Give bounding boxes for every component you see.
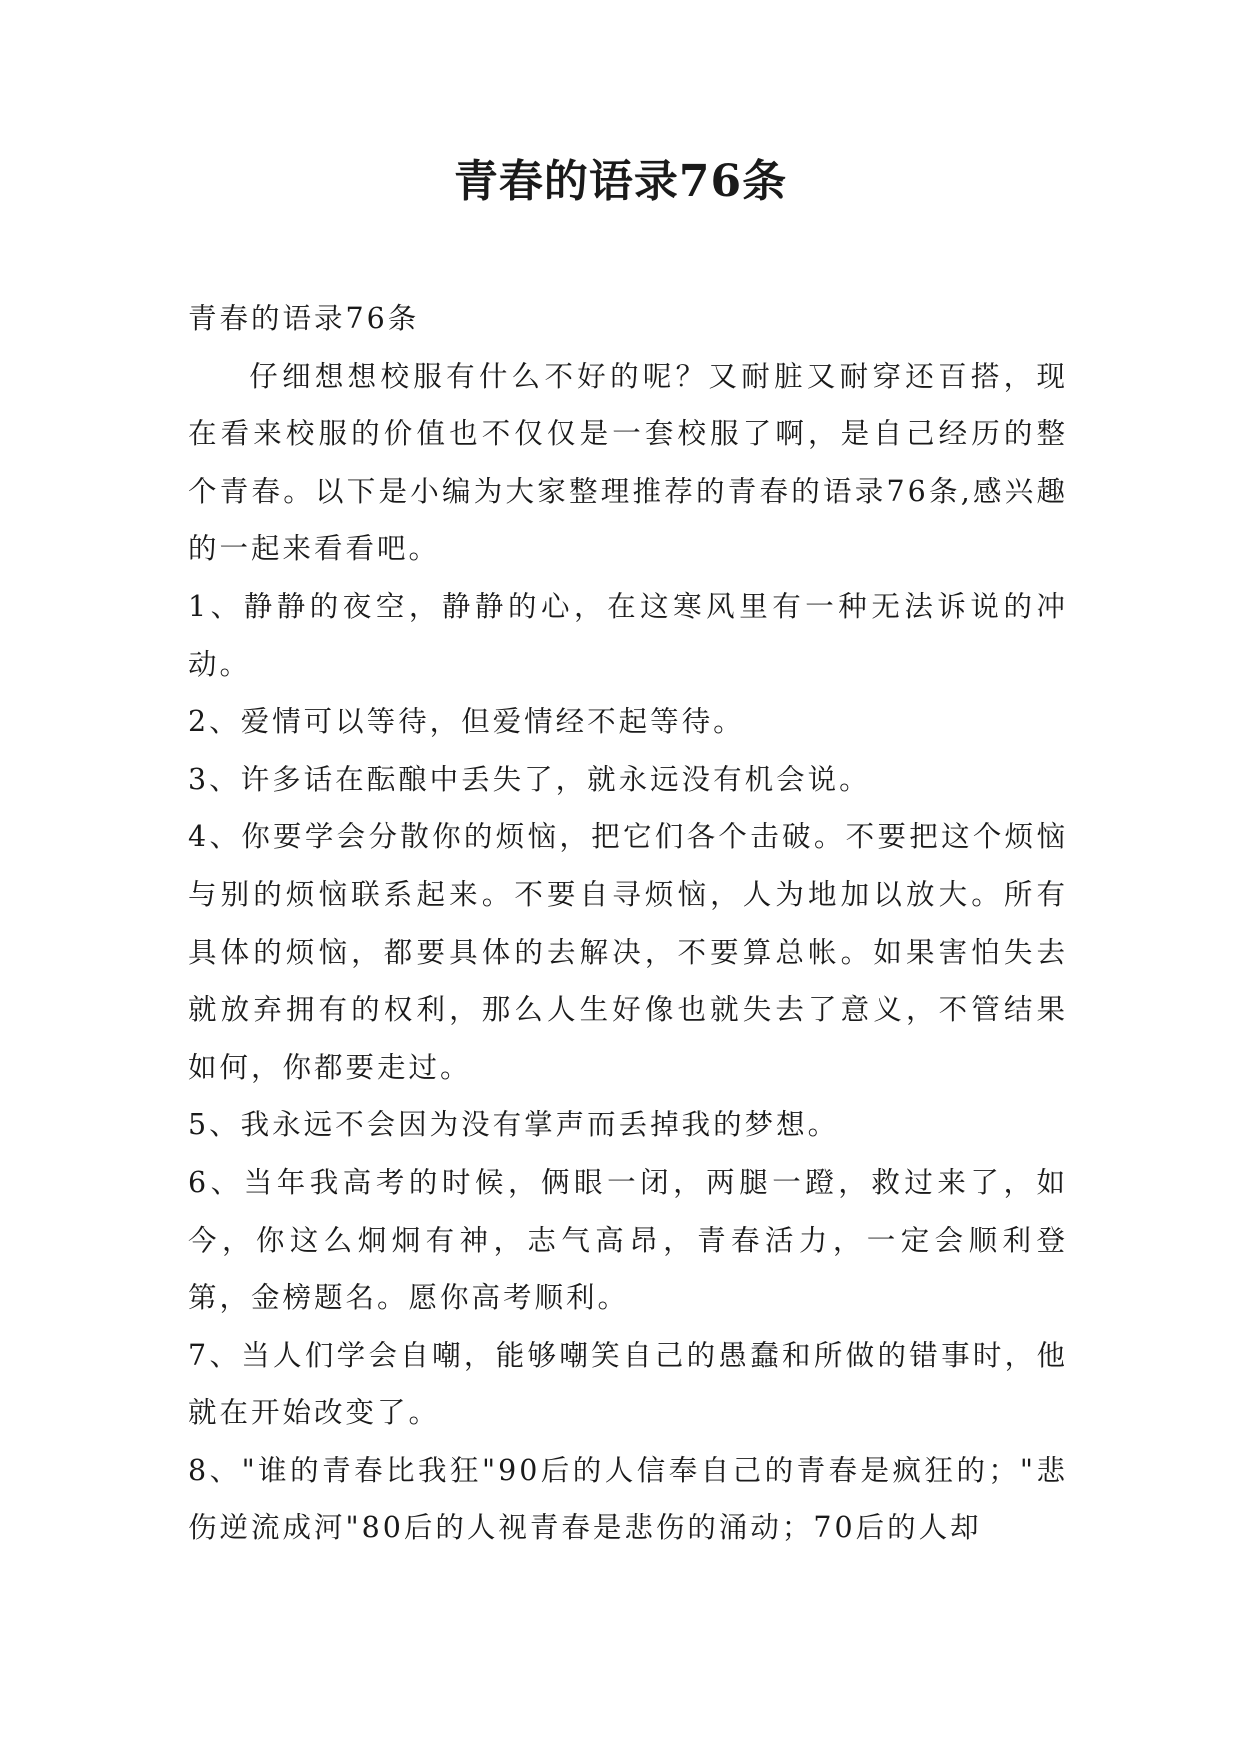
quote-item-3: 3、许多话在酝酿中丢失了，就永远没有机会说。	[188, 762, 871, 796]
quote-item-2: 2、爱情可以等待，但爱情经不起等待。	[188, 705, 745, 739]
quote-item-7: 7、当人们学会自嘲，能够嘲笑自己的愚蠢和所做的错事时，他就在开始改变了。	[188, 1338, 1068, 1430]
intro-paragraph: 仔细想想校服有什么不好的呢？又耐脏又耐穿还百搭，现在看来校服的价值也不仅仅是一套校服了啊，是自己经历的整个青春。以下是小编为大家整理推荐的青春的语录76条,感兴趣的一起来看看吧。	[188, 359, 1068, 566]
quote-item-6: 6、当年我高考的时候，俩眼一闭，两腿一蹬，救过来了，如今，你这么炯炯有神，志气高昂，青春活力，一定会顺利登第，金榜题名。愿你高考顺利。	[188, 1165, 1068, 1315]
quote-item-5: 5、我永远不会因为没有掌声而丢掉我的梦想。	[188, 1108, 840, 1142]
document-title: 青春的语录76条	[453, 156, 788, 207]
quote-item-8: 8、"谁的青春比我狂"90后的人信奉自己的青春是疯狂的；"悲伤逆流成河"80后的人视青春是悲伤的涌动；70后的人却	[188, 1453, 1068, 1545]
document-subtitle: 青春的语录76条	[188, 302, 420, 335]
quote-item-4: 4、你要学会分散你的烦恼，把它们各个击破。不要把这个烦恼与别的烦恼联系起来。不要自寻烦恼，人为地加以放大。所有具体的烦恼，都要具体的去解决，不要算总帐。如果害怕失去就放弃拥有的权利，那么人生好像也就失去了意义，不管结果如何，你都要走过。	[188, 820, 1068, 1084]
quote-item-1: 1、静静的夜空，静静的心，在这寒风里有一种无法诉说的冲动。	[188, 589, 1068, 681]
document-body	[188, 290, 1068, 1557]
